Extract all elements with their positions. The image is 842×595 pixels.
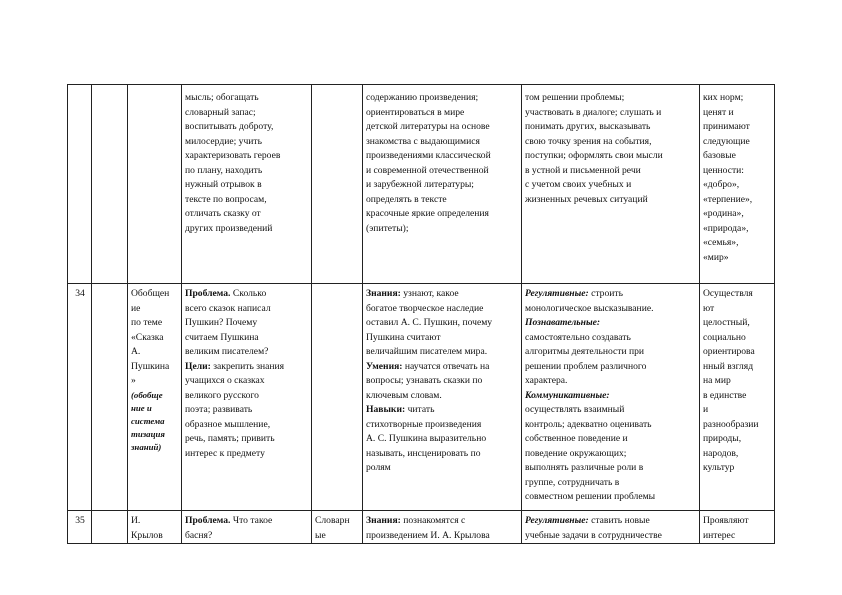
topic-cell: Обобщен ие по теме «Сказка А. Пушкина » (обобще ние и система тизация знаний) [128, 284, 182, 511]
topic-cell: И. Крылов [128, 511, 182, 544]
empty-cell [92, 511, 128, 544]
subject-results-cell: Знания: узнают, какое богатое творческое наследие оставил А. С. Пушкин, почему Пушкина считают величайшим писателем мира. Умения: научатся отвечать на вопросы; узнавать сказки по ключевым словам. Навыки: читать стихотворные произведения А. С. Пушкина выразительно называть, инсценировать по ролям [363, 284, 522, 511]
empty-cell [92, 284, 128, 511]
empty-cell [92, 85, 128, 284]
table-row [68, 85, 775, 284]
table-row [68, 511, 775, 544]
problem-goals-cell: мысль; обогащать словарный запас; воспитывать доброту, милосердие; учить характеризовать героев по плану, находить нужный отрывок в тексте по вопросам, отличать сказку от других произведений [182, 85, 312, 284]
table-row [68, 284, 775, 511]
subject-results-cell: содержанию произведения; ориентироваться в мире детской литературы на основе знакомства с выдающимися произведениями классической и современной отечественной и зарубежной литературы; определять в тексте красочные яркие определения (эпитеты); [363, 85, 522, 284]
problem-goals-cell: Проблема. Что такое басня? [182, 511, 312, 544]
lesson-number-cell: 34 [68, 284, 92, 511]
personal-results-cell: Проявляют интерес [700, 511, 775, 544]
vocabulary-cell [312, 284, 363, 511]
personal-results-cell: Осуществля ют целостный, социально ориентирова нный взгляд на мир в единстве и разнообразии природы, народов, культур [700, 284, 775, 511]
meta-results-cell: Регулятивные: ставить новые учебные задачи в сотрудничестве [522, 511, 700, 544]
vocabulary-cell: Словарн ые [312, 511, 363, 544]
lesson-number-cell [68, 85, 92, 284]
personal-results-cell: ких норм; ценят и принимают следующие базовые ценности: «добро», «терпение», «родина», «природа», «семья», «мир» [700, 85, 775, 284]
meta-results-cell: том решении проблемы; участвовать в диалоге; слушать и понимать других, высказывать свою точку зрения на события, поступки; оформлять свои мысли в устной и письменной речи с учетом своих учебных и жизненных речевых ситуаций [522, 85, 700, 284]
lesson-number-cell: 35 [68, 511, 92, 544]
topic-cell [128, 85, 182, 284]
subject-results-cell: Знания: познакомятся с произведением И. А. Крылова [363, 511, 522, 544]
problem-goals-cell: Проблема. Сколько всего сказок написал Пушкин? Почему считаем Пушкина великим писателем? Цели: закрепить знания учащихся о сказках великого русского поэта; развивать образное мышление, речь, память; привить интерес к предмету [182, 284, 312, 511]
lesson-plan-table [67, 84, 775, 544]
vocabulary-cell [312, 85, 363, 284]
meta-results-cell: Регулятивные: строить монологическое высказывание. Познавательные: самостоятельно создавать алгоритмы деятельности при решении проблем различного характера. Коммуникативные: осуществлять взаимный контроль; адекватно оценивать собственное поведение и поведение окружающих; выполнять различные роли в группе, сотрудничать в совместном решении проблемы [522, 284, 700, 511]
